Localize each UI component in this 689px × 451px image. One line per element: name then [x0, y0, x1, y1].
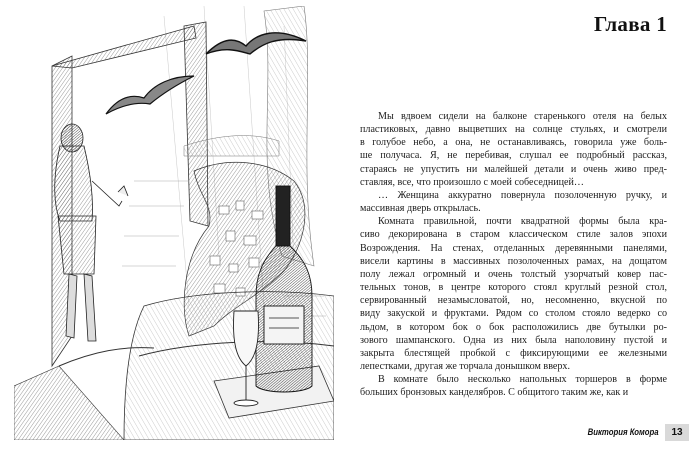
text-line: больших бронзовых канделябров. С общитого таким же, как и [360, 387, 629, 399]
paragraph [360, 373, 667, 399]
text-line: в голубое небо, а она, не останавливаясь, говорила уже боль- [360, 137, 667, 149]
text-line: Возрождения. На стенах, отделанных деревянными панелями, [360, 242, 667, 254]
text-line: тельных тонов, в центре которого стоял круглый резной стол, [360, 282, 667, 294]
text-line: Комната правильной, почти квадратной формы была кра- [378, 216, 667, 228]
text-line: лепестками, другая же торчала донышком вверх. [360, 360, 571, 372]
text-line: ставляя, все, что произошло с моей собеседницей… [360, 176, 585, 188]
paragraph [360, 189, 667, 215]
text-line: В комнате было несколько напольных торшеров в форме [378, 374, 667, 386]
paragraph [360, 110, 667, 189]
page-number: 13 [665, 424, 689, 441]
seagull-icon [106, 76, 194, 114]
text-line: висели картины в массивных позолоченных рамах, на дощатом [360, 255, 667, 267]
text-line: зового шампанского. Одна из них была наполовину пустой и [360, 334, 667, 346]
text-line: ше получаса. Я, не перебивая, слушал ее подробный рассказ, [360, 150, 667, 162]
page-footer [572, 424, 689, 441]
text-line: сиво декорирована в старом классическом стиле залов эпохи [360, 229, 667, 241]
text-line: закрыта блестящей пробкой с фиксирующими ее железными [360, 347, 667, 359]
text-line: пластиковых, давно выцветших на солнце стульях, и смотрели [360, 124, 667, 136]
text-line: … Женщина аккуратно повернула позолоченную ручку, и [378, 189, 667, 201]
text-line: сервированный незамысловатой, но, несомненно, вкусной по [360, 295, 667, 307]
text-line: стараясь не упустить ни малейшей детали и очень живо пред- [360, 163, 667, 175]
balcony-sketch-illustration [14, 6, 334, 440]
chapter-text [360, 110, 667, 399]
text-line: льдом, в котором бок о бок расположились две бутылки ро- [360, 321, 667, 333]
text-line: Мы вдвоем сидели на балконе старенького отеля на белых [378, 111, 667, 122]
text-line: полу лежал огромный и очень толстый узорчатый ковер пас- [360, 268, 667, 280]
text-line: массивная дверь открылась. [360, 203, 481, 215]
paragraph [360, 215, 667, 373]
text-line: виду закуской и фруктами. Рядом со столом стояло ведерко со [360, 308, 667, 320]
running-footer-author: Виктория Комора [587, 427, 659, 438]
chapter-title: Глава 1 [594, 12, 667, 36]
